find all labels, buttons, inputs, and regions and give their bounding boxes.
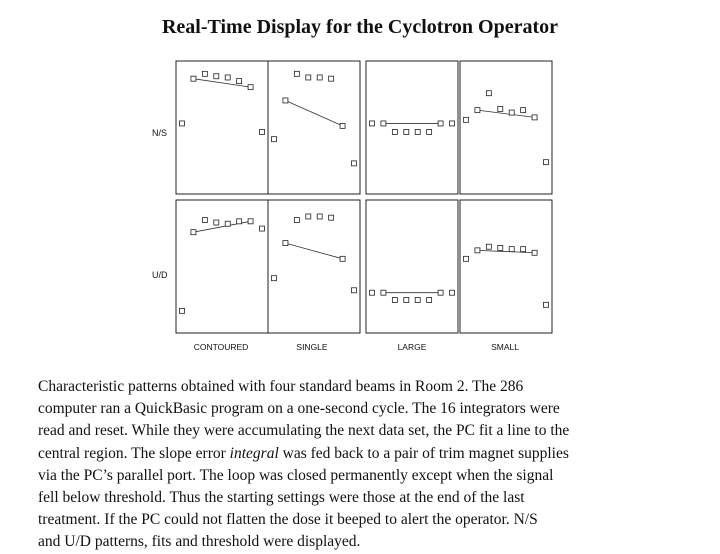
pattern-grid-svg — [140, 55, 560, 360]
panel-n-s-small — [460, 61, 552, 194]
data-point-u-d-large-8 — [450, 290, 455, 295]
data-point-n-s-single-8 — [352, 161, 357, 166]
data-point-n-s-small-1 — [464, 117, 469, 122]
caption-line-4-end: was fed back to a pair of trim magnet supplies — [278, 444, 569, 462]
data-point-u-d-contoured-7 — [248, 219, 253, 224]
data-point-n-s-contoured-4 — [214, 74, 219, 79]
data-point-u-d-single-3 — [294, 218, 299, 223]
data-point-u-d-contoured-3 — [202, 218, 207, 223]
data-point-u-d-single-2 — [283, 241, 288, 246]
data-point-n-s-contoured-7 — [248, 85, 253, 90]
data-point-n-s-single-2 — [283, 98, 288, 103]
data-point-u-d-large-3 — [392, 297, 397, 302]
data-point-u-d-contoured-2 — [191, 230, 196, 235]
data-point-n-s-large-4 — [404, 129, 409, 134]
data-point-n-s-large-2 — [381, 121, 386, 126]
caption-line-2: computer ran a QuickBasic program on a one-second cycle. The 16 integrators were — [38, 400, 560, 418]
data-point-n-s-small-3 — [486, 91, 491, 96]
data-point-u-d-contoured-4 — [214, 220, 219, 225]
data-point-u-d-single-8 — [352, 288, 357, 293]
data-point-u-d-small-3 — [486, 244, 491, 249]
data-point-n-s-small-2 — [475, 108, 480, 113]
data-point-u-d-contoured-1 — [180, 308, 185, 313]
caption-line-1: Characteristic patterns obtained with four standard beams in Room 2. The 286 — [38, 378, 524, 395]
data-point-n-s-small-5 — [509, 110, 514, 115]
row-label-ud: U/D — [152, 270, 168, 280]
caption-line-4 — [38, 443, 678, 465]
data-point-u-d-large-5 — [415, 297, 420, 302]
data-point-n-s-contoured-1 — [180, 121, 185, 126]
panel-u-d-large — [366, 200, 458, 333]
data-point-n-s-single-1 — [272, 137, 277, 142]
column-label-single: SINGLE — [296, 342, 328, 352]
data-point-u-d-large-7 — [438, 290, 443, 295]
fit-line-u-d-single — [285, 243, 342, 259]
column-label-contoured: CONTOURED — [193, 342, 249, 352]
data-point-n-s-large-1 — [370, 121, 375, 126]
caption-line-8: and U/D patterns, fits and threshold were displayed. — [38, 533, 361, 551]
data-point-n-s-large-7 — [438, 121, 443, 126]
column-label-large: LARGE — [397, 342, 427, 352]
row-label-ns: N/S — [152, 128, 168, 138]
column-label-small: SMALL — [491, 342, 519, 352]
data-point-u-d-contoured-6 — [237, 219, 242, 224]
data-point-n-s-small-6 — [521, 108, 526, 113]
data-point-u-d-large-2 — [381, 290, 386, 295]
data-point-u-d-single-5 — [317, 214, 322, 219]
data-point-n-s-large-6 — [427, 129, 432, 134]
panel-u-d-single — [268, 200, 360, 333]
caption-line-7: treatment. If the PC could not flatten the dose it beeped to alert the operator. N/S — [38, 511, 538, 529]
data-point-u-d-small-7 — [532, 250, 537, 255]
caption-line-6: fell below threshold. Thus the starting settings were those at the end of the last — [38, 489, 525, 507]
data-point-n-s-contoured-8 — [260, 129, 265, 134]
data-point-n-s-contoured-6 — [237, 79, 242, 84]
panel-n-s-single — [268, 61, 360, 194]
data-point-u-d-large-6 — [427, 297, 432, 302]
caption-line-4-start: central region. The slope error — [38, 444, 230, 462]
data-point-u-d-large-1 — [370, 290, 375, 295]
data-point-u-d-contoured-5 — [225, 221, 230, 226]
data-point-n-s-small-7 — [532, 115, 537, 120]
data-point-u-d-small-4 — [498, 245, 503, 250]
data-point-n-s-large-5 — [415, 129, 420, 134]
data-point-u-d-large-4 — [404, 297, 409, 302]
data-point-u-d-small-8 — [544, 302, 549, 307]
data-point-n-s-single-4 — [306, 75, 311, 80]
data-point-n-s-single-5 — [317, 75, 322, 80]
data-point-n-s-contoured-5 — [225, 75, 230, 80]
data-point-u-d-single-7 — [340, 256, 345, 261]
data-point-n-s-small-4 — [498, 106, 503, 111]
data-point-u-d-small-6 — [521, 247, 526, 252]
fit-line-n-s-single — [285, 100, 342, 125]
caption-italic-integral: integral — [229, 444, 279, 462]
data-point-u-d-single-6 — [329, 215, 334, 220]
caption-line-5: via the PC’s parallel port. The loop was closed permanently except when the signal — [38, 466, 554, 484]
panel-u-d-small — [460, 200, 552, 333]
slide-title: Real-Time Display for the Cyclotron Operator — [161, 16, 559, 38]
data-point-u-d-single-1 — [272, 276, 277, 281]
data-point-u-d-small-5 — [509, 247, 514, 252]
data-point-n-s-large-3 — [392, 129, 397, 134]
data-point-u-d-contoured-8 — [260, 226, 265, 231]
panel-n-s-large — [366, 61, 458, 194]
beam-pattern-figure — [140, 55, 560, 360]
data-point-n-s-single-3 — [294, 71, 299, 76]
data-point-n-s-single-7 — [340, 123, 345, 128]
data-point-n-s-contoured-3 — [202, 71, 207, 76]
data-point-u-d-single-4 — [306, 214, 311, 219]
data-point-u-d-small-1 — [464, 256, 469, 261]
data-point-n-s-single-6 — [329, 76, 334, 81]
data-point-n-s-small-8 — [544, 160, 549, 165]
data-point-n-s-contoured-2 — [191, 76, 196, 81]
panel-n-s-contoured — [176, 61, 268, 194]
data-point-n-s-large-8 — [450, 121, 455, 126]
caption — [38, 376, 678, 551]
panel-u-d-contoured — [176, 200, 268, 333]
data-point-u-d-small-2 — [475, 248, 480, 253]
caption-line-3: read and reset. While they were accumulating the next data set, the PC fit a line to the — [38, 422, 570, 440]
panel-group — [176, 61, 552, 333]
